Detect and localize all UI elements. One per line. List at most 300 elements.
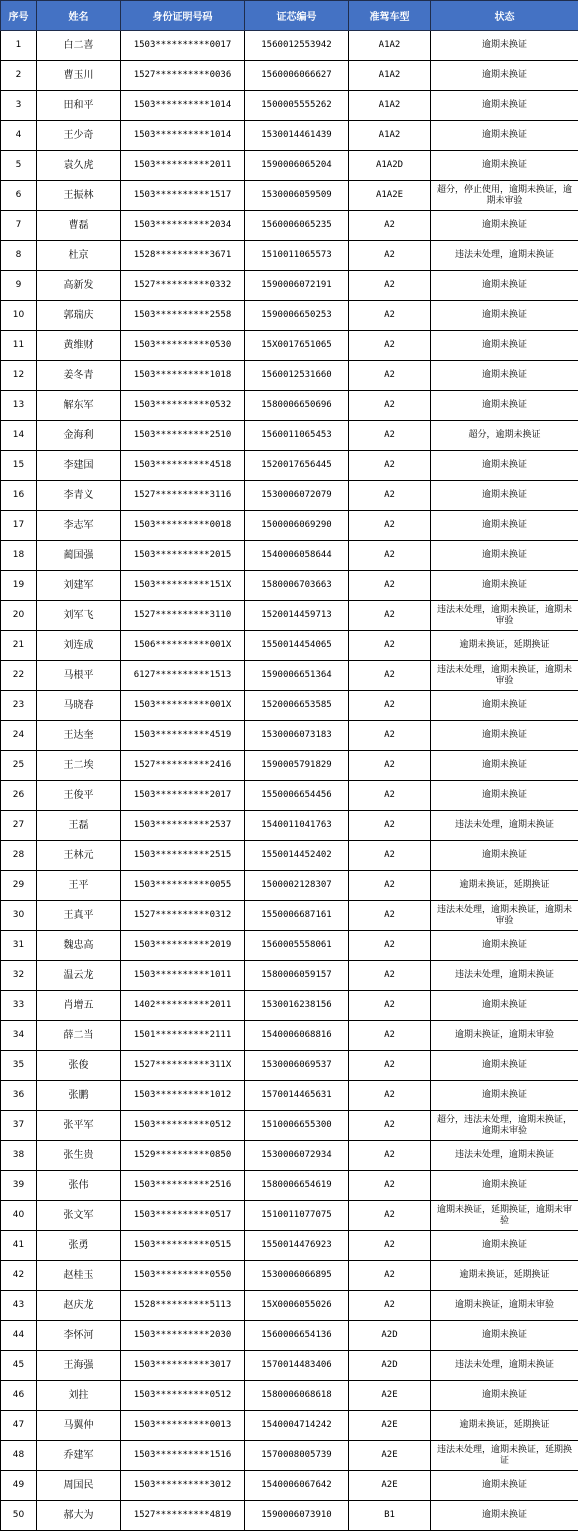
cell-status: 逾期未换证 [431,331,578,361]
cell-index: 29 [1,871,37,901]
cell-id-number: 1527**********3116 [121,481,245,511]
cell-name: 王少奇 [37,121,121,151]
cell-vehicle-class: A2 [349,391,431,421]
cell-id-number: 1527**********0312 [121,901,245,931]
cell-status: 逾期未换证 [431,1051,578,1081]
cell-index: 6 [1,181,37,211]
cell-status: 逾期未换证，延期换证 [431,871,578,901]
cell-chip-number: 1590006065204 [245,151,349,181]
cell-vehicle-class: A2 [349,931,431,961]
cell-status: 逾期未换证 [431,211,578,241]
cell-name: 王磊 [37,811,121,841]
table-row [1,301,578,331]
table-row [1,661,578,691]
cell-id-number: 6127**********1513 [121,661,245,691]
cell-status: 违法未处理，逾期未换证，延期换证 [431,1441,578,1471]
cell-status: 逾期未换证 [431,721,578,751]
cell-id-number: 1503**********0017 [121,31,245,61]
cell-chip-number: 1550014454065 [245,631,349,661]
cell-id-number: 1503**********2019 [121,931,245,961]
cell-id-number: 1527**********2416 [121,751,245,781]
cell-chip-number: 1590006651364 [245,661,349,691]
table-row [1,91,578,121]
cell-status: 逾期未换证 [431,61,578,91]
cell-name: 曹玉川 [37,61,121,91]
cell-vehicle-class: A2 [349,961,431,991]
cell-vehicle-class: A2 [349,811,431,841]
cell-name: 王真平 [37,901,121,931]
cell-status: 违法未处理，逾期未换证 [431,811,578,841]
cell-vehicle-class: A2 [349,571,431,601]
table-row [1,1411,578,1441]
table-row [1,1141,578,1171]
cell-id-number: 1503**********2011 [121,151,245,181]
cell-name: 马翼仲 [37,1411,121,1441]
cell-vehicle-class: A2 [349,841,431,871]
cell-name: 郝大为 [37,1501,121,1531]
table-row [1,211,578,241]
cell-index: 30 [1,901,37,931]
cell-chip-number: 1590006072191 [245,271,349,301]
table-row [1,631,578,661]
cell-id-number: 1528**********3671 [121,241,245,271]
cell-index: 17 [1,511,37,541]
table-row [1,1321,578,1351]
cell-vehicle-class: A2 [349,691,431,721]
cell-id-number: 1528**********5113 [121,1291,245,1321]
table-row [1,121,578,151]
table-row [1,151,578,181]
cell-chip-number: 1520014459713 [245,601,349,631]
table-row [1,391,578,421]
cell-chip-number: 1580006059157 [245,961,349,991]
cell-vehicle-class: A2 [349,661,431,691]
cell-vehicle-class: A2E [349,1471,431,1501]
header-id-number: 身份证明号码 [121,1,245,31]
cell-status: 超分，停止使用，逾期未换证，逾期未审验 [431,181,578,211]
cell-name: 张平军 [37,1111,121,1141]
cell-vehicle-class: A2 [349,1261,431,1291]
cell-id-number: 1503**********1011 [121,961,245,991]
cell-status: 逾期未换证 [431,271,578,301]
cell-chip-number: 1560006066627 [245,61,349,91]
cell-vehicle-class: A2 [349,361,431,391]
cell-index: 23 [1,691,37,721]
cell-index: 32 [1,961,37,991]
cell-name: 刘拄 [37,1381,121,1411]
cell-name: 王振林 [37,181,121,211]
table-row [1,1351,578,1381]
table-row [1,1381,578,1411]
cell-chip-number: 1560012531660 [245,361,349,391]
cell-name: 张生贵 [37,1141,121,1171]
cell-vehicle-class: A2 [349,721,431,751]
cell-chip-number: 1530006059509 [245,181,349,211]
cell-index: 12 [1,361,37,391]
header-name: 姓名 [37,1,121,31]
cell-index: 47 [1,1411,37,1441]
cell-index: 16 [1,481,37,511]
cell-chip-number: 1590006073910 [245,1501,349,1531]
cell-status: 逾期未换证 [431,121,578,151]
cell-index: 26 [1,781,37,811]
table-row [1,1291,578,1321]
cell-index: 9 [1,271,37,301]
cell-vehicle-class: A2D [349,1351,431,1381]
cell-vehicle-class: A2 [349,751,431,781]
cell-status: 逾期未换证 [431,751,578,781]
cell-index: 13 [1,391,37,421]
cell-name: 张鹏 [37,1081,121,1111]
cell-vehicle-class: A2 [349,601,431,631]
cell-status: 逾期未换证 [431,31,578,61]
cell-id-number: 1503**********2510 [121,421,245,451]
cell-chip-number: 1500005555262 [245,91,349,121]
cell-index: 3 [1,91,37,121]
cell-id-number: 1527**********0332 [121,271,245,301]
cell-name: 杜京 [37,241,121,271]
cell-name: 张文军 [37,1201,121,1231]
cell-index: 48 [1,1441,37,1471]
cell-vehicle-class: A2 [349,631,431,661]
cell-id-number: 1503**********1516 [121,1441,245,1471]
cell-vehicle-class: A2 [349,331,431,361]
cell-vehicle-class: A2D [349,1321,431,1351]
cell-index: 44 [1,1321,37,1351]
cell-chip-number: 1540006068816 [245,1021,349,1051]
cell-name: 马晓春 [37,691,121,721]
cell-name: 王林元 [37,841,121,871]
cell-id-number: 1503**********2017 [121,781,245,811]
cell-chip-number: 1530006069537 [245,1051,349,1081]
cell-vehicle-class: A2 [349,451,431,481]
table-row [1,991,578,1021]
cell-chip-number: 1580006654619 [245,1171,349,1201]
cell-status: 违法未处理，逾期未换证 [431,241,578,271]
cell-status: 逾期未换证 [431,781,578,811]
cell-vehicle-class: A1A2 [349,31,431,61]
table-row [1,931,578,961]
cell-vehicle-class: A2 [349,991,431,1021]
cell-id-number: 1527**********4819 [121,1501,245,1531]
table-row [1,841,578,871]
cell-index: 5 [1,151,37,181]
cell-status: 逾期未换证，延期换证 [431,1261,578,1291]
table-row [1,181,578,211]
cell-chip-number: 1560005558061 [245,931,349,961]
cell-status: 逾期未换证 [431,541,578,571]
table-row [1,1261,578,1291]
cell-index: 15 [1,451,37,481]
cell-vehicle-class: A2 [349,1201,431,1231]
cell-status: 超分，逾期未换证 [431,421,578,451]
cell-status: 逾期未换证 [431,991,578,1021]
cell-chip-number: 1540004714242 [245,1411,349,1441]
cell-vehicle-class: A2 [349,421,431,451]
cell-status: 逾期未换证 [431,451,578,481]
cell-index: 21 [1,631,37,661]
table-row [1,421,578,451]
cell-chip-number: 1510006655300 [245,1111,349,1141]
cell-status: 逾期未换证，延期换证 [431,1411,578,1441]
table-row [1,511,578,541]
cell-vehicle-class: A1A2 [349,121,431,151]
cell-index: 42 [1,1261,37,1291]
cell-status: 逾期未换证 [431,301,578,331]
table-row [1,961,578,991]
cell-chip-number: 1590005791829 [245,751,349,781]
cell-id-number: 1503**********2030 [121,1321,245,1351]
table-row [1,1111,578,1141]
cell-id-number: 1503**********4518 [121,451,245,481]
cell-index: 28 [1,841,37,871]
cell-id-number: 1527**********3110 [121,601,245,631]
table-row [1,1441,578,1471]
table-row [1,61,578,91]
cell-name: 李志军 [37,511,121,541]
cell-name: 金海利 [37,421,121,451]
table-row [1,361,578,391]
table-row [1,451,578,481]
cell-index: 36 [1,1081,37,1111]
cell-id-number: 1527**********311X [121,1051,245,1081]
cell-name: 高新发 [37,271,121,301]
cell-name: 黄维财 [37,331,121,361]
cell-name: 郭瑞庆 [37,301,121,331]
cell-vehicle-class: A2 [349,1021,431,1051]
cell-index: 41 [1,1231,37,1261]
cell-id-number: 1527**********0036 [121,61,245,91]
cell-vehicle-class: A2E [349,1381,431,1411]
cell-vehicle-class: A2 [349,1111,431,1141]
table-row [1,1501,578,1531]
cell-vehicle-class: A2 [349,901,431,931]
table-row [1,31,578,61]
cell-status: 逾期未换证，逾期未审验 [431,1021,578,1051]
cell-chip-number: 1560011065453 [245,421,349,451]
cell-name: 袁久虎 [37,151,121,181]
cell-name: 马根平 [37,661,121,691]
cell-vehicle-class: A2 [349,481,431,511]
cell-chip-number: 15X0017651065 [245,331,349,361]
header-vehicle-class: 准驾车型 [349,1,431,31]
header-chip-number: 证芯编号 [245,1,349,31]
cell-index: 27 [1,811,37,841]
table-row [1,691,578,721]
cell-chip-number: 1560006654136 [245,1321,349,1351]
cell-index: 37 [1,1111,37,1141]
cell-chip-number: 1520017656445 [245,451,349,481]
cell-id-number: 1503**********1014 [121,121,245,151]
cell-index: 46 [1,1381,37,1411]
cell-status: 违法未处理，逾期未换证，逾期未审验 [431,901,578,931]
table-row [1,781,578,811]
cell-status: 逾期未换证 [431,1171,578,1201]
cell-vehicle-class: A2 [349,1051,431,1081]
cell-chip-number: 1530014461439 [245,121,349,151]
cell-status: 逾期未换证 [431,931,578,961]
cell-chip-number: 1580006650696 [245,391,349,421]
cell-index: 10 [1,301,37,331]
cell-id-number: 1503**********2516 [121,1171,245,1201]
cell-status: 违法未处理，逾期未换证 [431,1351,578,1381]
cell-vehicle-class: A2 [349,1291,431,1321]
table-row [1,1021,578,1051]
cell-chip-number: 1530006066895 [245,1261,349,1291]
cell-name: 解东军 [37,391,121,421]
cell-status: 逾期未换证 [431,571,578,601]
cell-id-number: 1503**********001X [121,691,245,721]
cell-vehicle-class: A2 [349,541,431,571]
cell-chip-number: 1580006068618 [245,1381,349,1411]
cell-chip-number: 1560006065235 [245,211,349,241]
cell-id-number: 1503**********3017 [121,1351,245,1381]
cell-name: 乔建军 [37,1441,121,1471]
cell-name: 张俊 [37,1051,121,1081]
table-row [1,751,578,781]
cell-name: 周国民 [37,1471,121,1501]
cell-index: 19 [1,571,37,601]
cell-status: 违法未处理，逾期未换证 [431,1141,578,1171]
cell-status: 违法未处理，逾期未换证 [431,961,578,991]
cell-status: 逾期未换证 [431,691,578,721]
cell-vehicle-class: A2 [349,1141,431,1171]
cell-vehicle-class: A1A2 [349,91,431,121]
cell-vehicle-class: A2 [349,211,431,241]
cell-name: 薛二当 [37,1021,121,1051]
header-row [1,1,578,31]
cell-vehicle-class: A2E [349,1411,431,1441]
cell-chip-number: 1570008005739 [245,1441,349,1471]
cell-id-number: 1503**********2015 [121,541,245,571]
cell-name: 王二埃 [37,751,121,781]
cell-chip-number: 1530006073183 [245,721,349,751]
table-row [1,721,578,751]
cell-status: 逾期未换证 [431,511,578,541]
cell-chip-number: 1510011077075 [245,1201,349,1231]
cell-chip-number: 1530006072934 [245,1141,349,1171]
cell-name: 李建国 [37,451,121,481]
table-row [1,1051,578,1081]
cell-id-number: 1402**********2011 [121,991,245,1021]
cell-chip-number: 1590006650253 [245,301,349,331]
cell-chip-number: 15X0006055026 [245,1291,349,1321]
cell-name: 赵桂玉 [37,1261,121,1291]
cell-id-number: 1503**********1012 [121,1081,245,1111]
cell-status: 逾期未换证 [431,1501,578,1531]
table-row [1,271,578,301]
cell-index: 39 [1,1171,37,1201]
cell-index: 7 [1,211,37,241]
cell-name: 李青义 [37,481,121,511]
cell-status: 逾期未换证，逾期未审验 [431,1291,578,1321]
cell-index: 18 [1,541,37,571]
table-row [1,331,578,361]
cell-id-number: 1503**********0018 [121,511,245,541]
cell-chip-number: 1500006069290 [245,511,349,541]
cell-status: 违法未处理，逾期未换证，逾期未审验 [431,601,578,631]
cell-id-number: 1503**********2537 [121,811,245,841]
cell-index: 43 [1,1291,37,1321]
cell-vehicle-class: A2 [349,1171,431,1201]
cell-index: 35 [1,1051,37,1081]
cell-vehicle-class: A2 [349,301,431,331]
cell-index: 1 [1,31,37,61]
cell-id-number: 1503**********0013 [121,1411,245,1441]
cell-id-number: 1503**********4519 [121,721,245,751]
cell-chip-number: 1570014465631 [245,1081,349,1111]
cell-status: 逾期未换证 [431,1081,578,1111]
cell-id-number: 1503**********151X [121,571,245,601]
cell-status: 逾期未换证 [431,361,578,391]
cell-index: 45 [1,1351,37,1381]
cell-index: 24 [1,721,37,751]
header-index: 序号 [1,1,37,31]
cell-id-number: 1529**********0850 [121,1141,245,1171]
cell-vehicle-class: A2 [349,1081,431,1111]
cell-name: 王海强 [37,1351,121,1381]
table-row [1,541,578,571]
cell-id-number: 1506**********001X [121,631,245,661]
table-row [1,481,578,511]
cell-index: 49 [1,1471,37,1501]
cell-id-number: 1503**********1014 [121,91,245,121]
cell-status: 逾期未换证 [431,1471,578,1501]
cell-id-number: 1503**********0550 [121,1261,245,1291]
table-row [1,1471,578,1501]
cell-vehicle-class: A2 [349,271,431,301]
cell-name: 李怀河 [37,1321,121,1351]
cell-chip-number: 1570014483406 [245,1351,349,1381]
cell-vehicle-class: A1A2 [349,61,431,91]
cell-index: 33 [1,991,37,1021]
table-row [1,571,578,601]
cell-name: 姜冬青 [37,361,121,391]
cell-name: 张伟 [37,1171,121,1201]
cell-chip-number: 1550014476923 [245,1231,349,1261]
cell-name: 王俊平 [37,781,121,811]
table-row [1,1201,578,1231]
cell-name: 田和平 [37,91,121,121]
cell-name: 刘军飞 [37,601,121,631]
cell-vehicle-class: A1A2D [349,151,431,181]
cell-id-number: 1503**********1517 [121,181,245,211]
cell-name: 赵庆龙 [37,1291,121,1321]
cell-chip-number: 1520006653585 [245,691,349,721]
cell-index: 20 [1,601,37,631]
cell-name: 魏忠高 [37,931,121,961]
header-status: 状态 [431,1,578,31]
cell-vehicle-class: A2 [349,871,431,901]
cell-index: 40 [1,1201,37,1231]
cell-id-number: 1503**********3012 [121,1471,245,1501]
table-body [1,31,578,1531]
table-row [1,1081,578,1111]
cell-id-number: 1503**********2558 [121,301,245,331]
table-row [1,1231,578,1261]
cell-chip-number: 1560012553942 [245,31,349,61]
cell-chip-number: 1550006687161 [245,901,349,931]
cell-status: 逾期未换证 [431,1231,578,1261]
cell-chip-number: 1540011041763 [245,811,349,841]
cell-index: 8 [1,241,37,271]
table-row [1,1171,578,1201]
cell-vehicle-class: A2 [349,781,431,811]
cell-index: 11 [1,331,37,361]
cell-index: 34 [1,1021,37,1051]
cell-index: 38 [1,1141,37,1171]
cell-index: 14 [1,421,37,451]
